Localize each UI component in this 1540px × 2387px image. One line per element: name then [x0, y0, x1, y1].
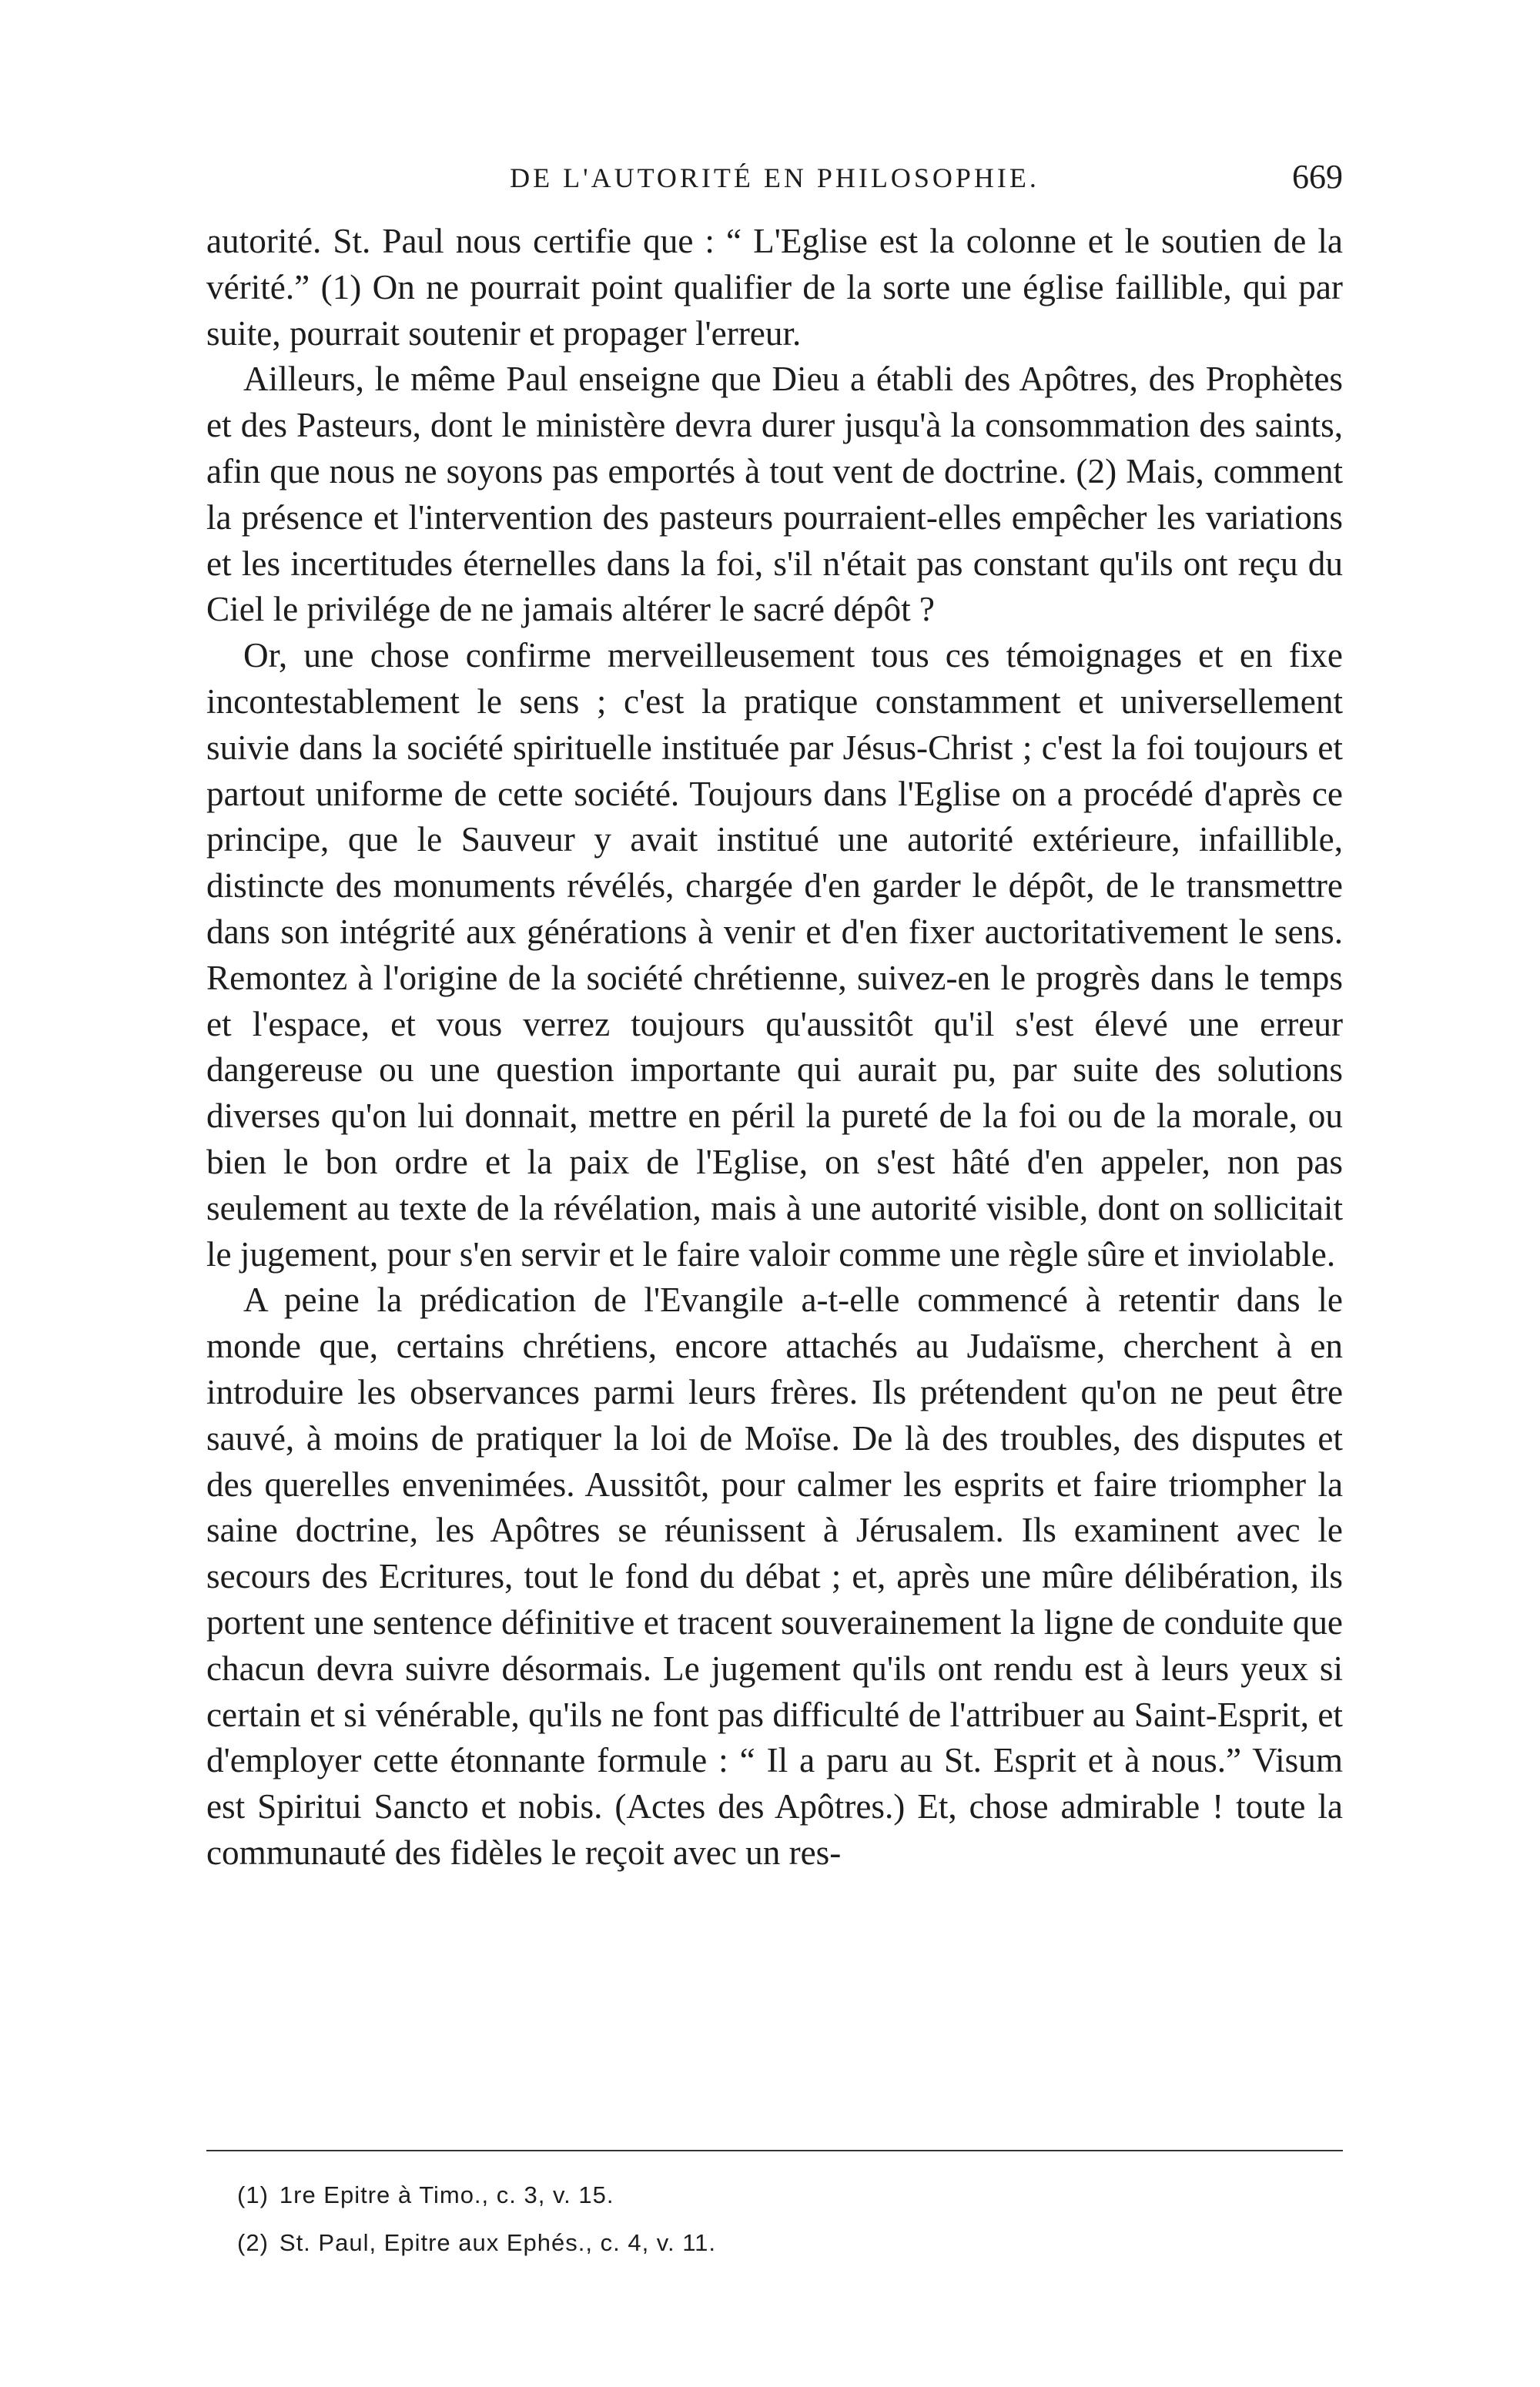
footnote-mark: (2) [237, 2229, 269, 2256]
paragraph-2: Ailleurs, le même Paul enseigne que Dieu a établi des Apôtres, des Prophètes et des Pasteurs, dont le ministère devra durer jusqu'à la consommation des saints, afin que nous ne soyons pas emportés à tout vent de doctrine. (2) Mais, comment la présence et l'intervention des pasteurs pourraient-elles empêcher les variations et les incertitudes éternelles dans la foi, s'il n'était pas constant qu'ils ont reçu du Ciel le privilége de ne jamais altérer le sacré dépôt ? [206, 360, 1343, 629]
footnote-mark: (1) [237, 2181, 269, 2208]
paragraph-1: autorité. St. Paul nous certifie que : “ L'Eglise est la colonne et le soutien de la vérité.” (1) On ne pourrait point qualifier de la sorte une église faillible, qui par suite, pourrait soutenir et propager l'erreur. [206, 222, 1343, 353]
footnote-rule [206, 2150, 1343, 2151]
footnote-text: 1re Epitre à Timo., c. 3, v. 15. [279, 2181, 614, 2208]
running-title: DE L'AUTORITÉ EN PHILOSOPHIE. [510, 162, 1040, 193]
body-text [206, 219, 1343, 1876]
footnotes [237, 2171, 1315, 2267]
footnote-text: St. Paul, Epitre aux Ephés., c. 4, v. 11. [279, 2229, 717, 2256]
paragraph-4: A peine la prédication de l'Evangile a-t-elle commencé à retentir dans le monde que, certains chrétiens, encore attachés au Judaïsme, cherchent à en introduire les observances parmi leurs frères. Ils prétendent qu'on ne peut être sauvé, à moins de pratiquer la loi de Moïse. De là des troubles, des disputes et des querelles envenimées. Aussitôt, pour calmer les esprits et faire triompher la saine doctrine, les Apôtres se réunissent à Jérusalem. Ils examinent avec le secours des Ecritures, tout le fond du débat ; et, après une mûre délibération, ils portent une sentence définitive et tracent souverainement la ligne de conduite que chacun devra suivre désormais. Le jugement qu'ils ont rendu est à leurs yeux si certain et si vénérable, qu'ils ne font pas difficulté de l'attribuer au Saint-Esprit, et d'employer cette étonnante formule : “ Il a paru au St. Esprit et à nous.” Visum est Spiritui Sancto et nobis. (Actes des Apôtres.) Et, chose admirable ! toute la communauté des fidèles le reçoit avec un res- [206, 1281, 1343, 1872]
footnote-1 [237, 2171, 1315, 2219]
page-number: 669 [1292, 158, 1343, 196]
footnote-2 [237, 2219, 1315, 2267]
running-head [206, 154, 1343, 200]
paragraph-3: Or, une chose confirme merveilleusement tous ces témoignages et en fixe incontestablement le sens ; c'est la pratique constamment et universellement suivie dans la société spirituelle instituée par Jésus-Christ ; c'est la foi toujours et partout uniforme de cette société. Toujours dans l'Eglise on a procédé d'après ce principe, que le Sauveur y avait institué une autorité extérieure, infaillible, distincte des monuments révélés, chargée d'en garder le dépôt, de le transmettre dans son intégrité aux générations à venir et d'en fixer auctoritativement le sens. Remontez à l'origine de la société chrétienne, suivez-en le progrès dans le temps et l'espace, et vous verrez toujours qu'aussitôt qu'il s'est élevé une erreur dangereuse ou une question importante qui aurait pu, par suite des solutions diverses qu'on lui donnait, mettre en péril la pureté de la foi ou de la morale, ou bien le bon ordre et la paix de l'Eglise, on s'est hâté d'en appeler, non pas seulement au texte de la révélation, mais à une autorité visible, dont on sollicitait le jugement, pour s'en servir et le faire valoir comme une règle sûre et inviolable. [206, 636, 1343, 1274]
